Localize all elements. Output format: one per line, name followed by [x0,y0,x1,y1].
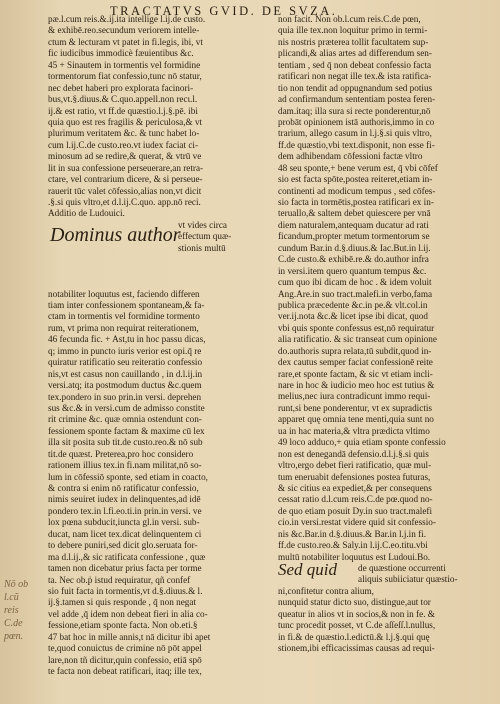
text-line: ficandum,propter metum tormentorum se [278,231,430,242]
text-line: ua in hac materia,& vltra prædicta vltimo [278,425,430,436]
text-line: plurimum veritatem &c. & tunc habet lo- [48,128,200,139]
text-line: lare,non tñ dicitur,quin confessio, etiā spō [48,654,202,665]
text-line: ff.de quæstio,vbi text.disponit, non esse fi- [278,139,435,150]
text-line: vt vides circa [178,219,227,230]
text-line: melius,nec iura contradicunt immo requi- [278,391,431,402]
text-line: dem adhibendam cōfessioni factæ vltro [278,151,423,162]
text-line: 47 bat hoc in mille annis,t nā dicitur ibi apet [48,631,211,642]
text-line: nare in hoc & iudicio meo hoc est tutius & [278,380,435,390]
text-line: nec debet haberi pro explorata facinori- [48,82,194,93]
left-column-lines-after-initial [48,289,270,678]
lines-beside-subheading [358,563,458,586]
margin-note-line: reis [4,605,19,616]
text-line: C.de custo.& exhibē.re.& do.author infra [278,254,429,265]
text-line: apparet quę omnia tene menti,quia sunt no [278,414,434,425]
text-line: plicandi,& alias artes ad differendum sen- [278,48,432,59]
text-line: tentiam , sed q̄ non debeat confessio facta [278,59,432,70]
right-column [278,14,492,655]
text-line: tamen non dicebatur prius facta per torme [48,563,202,574]
text-line: tex.pondero in suo prin.in versi. deprehen [48,391,202,402]
text-line: in versi.item quero quantum tempus &c. [278,265,427,276]
text-line: rum, vt prima non requirat reiterationem, [48,322,199,333]
initial-block [48,220,270,289]
text-line: multū notabiliter loquutus est Ludoui.Bo. [278,551,431,562]
text-line: effectum quæ- [178,231,232,242]
text-line: continenti ad modicum tempus , sed cōfes- [278,185,436,196]
text-line: vel adde ,q̄ idem non debeat fieri in alia co- [48,608,208,619]
text-line: nis &c.Bar.in d.§.diuus.& Bar.in l.j.in fi. [278,528,427,539]
text-line: fessionem sponte factam & maxime cū lex [48,425,205,436]
text-line: nimis seuiret iudex in delinquentes,ad idē [48,494,201,505]
text-line: in fi.& de quæstio.l.edictū.& l.j.§.qui quę [278,631,430,642]
text-line: q; immo in puncto iuris verior est opi.q̄ re [48,345,202,356]
text-line: ad confirmandum sententiam postea feren- [278,94,436,105]
text-line: bus,vt.§.diuus.& C.quo.appell.non recι.l. [48,94,198,105]
text-line: lum in cōfessiō sponte, sed etiam in coacto, [48,471,208,482]
text-line: ij.& est ratio, vt ff.de quæstio.l.j.§.pē. ibi [48,105,198,116]
text-line: vltro,ergo debet fieri ratificatio, quæ mul- [278,460,432,471]
text-line: nis nostris præterea tollit facultatem sup- [278,36,429,47]
text-line: & contra si enim nō ratificatur confessio, [48,483,199,493]
right-column-lines-before-subheading [278,14,492,563]
text-line: & sic citius ea expediet,& per consequens [278,482,432,493]
text-line: tum eneruabit defensiones postea futuras, [278,471,431,482]
text-line: pondero tex.in l.fi.eo.ti.in prin.in versi. ve [48,505,202,516]
text-line: 45 + Sinautem in tormentis vel formidine [48,59,201,70]
text-line: de quo etiam posuit Dy.in suo tract.malefi [278,505,433,516]
margin-note-line: Nō ob [4,579,29,590]
text-line: tunc procedit posset, vt C.de aſſeſſ.l.nullus, [278,620,436,631]
text-line: te,quod conuictus de crimine nō pōt appel [48,643,202,654]
text-line: runt,si bene ponderentur, vt ex supradictis [278,402,432,413]
text-line: do.authoris supra relata,tū subdit,quod in- [278,345,432,356]
text-line: sio facta in tormētis,postea ratificari ex in- [278,197,434,207]
text-line: ni,confitetur contra alium, [278,585,374,596]
text-line: minosum ad se redire,& querat, & vtrū ve [48,151,202,162]
initial-word: Dominus author [50,223,181,246]
text-line: rit crimine &c. quæ omnia ostendunt con- [48,414,202,425]
text-line: stionis multū [178,242,226,253]
text-line: ta. Nec ob.ṗ istud requiratur, qñ confef [48,574,191,585]
text-line: quia ille tex.non loquitur primo in termi- [278,25,428,36]
text-line: lit in sua confessione perseuerare,an retra- [48,162,204,173]
text-line: tiam inter confessionem spontaneam,& fa- [48,300,205,310]
subheading-block [278,560,492,586]
text-line: Additio de Ludouici. [48,208,125,219]
text-line: ff.de custo.reo.& Saly.in l.ij.C.eo.titu.vbi [278,540,428,551]
text-line: nis,vt est casus non cauillando , in d.l.ij.in [48,368,203,379]
text-line: alia ratificatio. & sic transeat cum opinione [278,334,437,345]
text-line: illa sit posita sub tit.de custo.reo.& nō sub [48,437,203,448]
text-line: ctum & lecturam vt patet in fi.legis, ibi, vt [48,36,203,47]
text-line: stionem,ibi efficacissimas causas ad requi- [278,643,435,654]
running-header: TRACTATVS GVID. DE SVZA. [110,4,338,18]
text-line: tit.de quæst. Preterea,pro hoc considero [48,448,194,459]
text-line: ratificari non negat ille tex.& ista ratifica- [278,71,432,82]
lines-beside-initial [178,220,270,254]
text-line: tormentorum fiat confessio,tunc nō statur, [48,71,202,82]
text-line: Ang.Are.in suo tract.malefi.in verbo,fama [278,288,433,299]
text-line: vbi quis sponte confessus est,nō requiratur [278,322,435,333]
text-line: dam.itaq; illa sura si recte ponderentur,nō [278,105,431,116]
text-line: .§.si quis vltro,et d.l.ij.C.quo. app.nō reci. [48,197,201,207]
text-line: ij.§.tamen si quis responde , q̄ non negat [48,597,196,608]
text-line: dex cautus semper faciat confessionē reite [278,357,433,368]
text-line: diem naturalem,antequam ducatur ad rati [278,219,429,230]
text-line: notabiliter loquutus est, faciendo differen [48,288,200,299]
text-line: nunquid statur dicto suo, distingue,aut tor [278,597,431,608]
text-line: de quæstione occurrenti [358,563,446,573]
text-line: 46 fecunda fic. + Ast,tu in hoc passu dicas, [48,334,206,345]
text-line: aliquis subiiciatur quæstio- [358,574,458,585]
right-column-lines-after-subheading [278,586,492,655]
text-line: versi.atq; ita postmodum ductus &c.quem [48,380,202,391]
text-line: & exhibē.reo.secundum veriorem intelle- [48,25,200,36]
text-line: ctare, vel contrarium dicere, & si perseue- [48,174,203,185]
text-line: to debere puniri,sed dicit glo.seruata for- [48,540,198,551]
text-line: teruallo,& saltem debet quiescere per vnā [278,208,431,219]
text-line: sus &c.& in versi.cum de admisso constite [48,402,205,413]
text-line: cio.in versi.restat videre quid sit confessio- [278,517,436,528]
text-line: ducat, nam licet tex.dicat delinquentem ci [48,528,202,539]
text-line: trarium, allego casum in l.j.§.si quis vltro, [278,128,432,139]
text-line: probāt opinionem istā authoris,immo in co [278,116,435,127]
text-line: fessione,etiam sponte facta. Non ob.eti.§ [48,620,198,631]
left-column-lines-before-initial [48,14,270,220]
text-line: cundum Bar.in d.§.diuus.& Iac.But.in l.ij. [278,242,431,253]
handwritten-margin-note [4,578,28,643]
text-line: queatur in alios vt in socios,& non in fe. & [278,608,435,619]
left-column [48,14,270,677]
text-line: 48 seu sponte,+ bene verum est, q̄ vbi cōfef [278,162,438,173]
text-line: ctam in tormentis vel formidine tormento [48,311,200,322]
text-line: sio fuit facta in tormentis,vt d.§.diuus.& l. [48,585,203,596]
text-line: rauerit tūc valet cōfessio,alias non,vt dicit [48,185,202,196]
text-line: fic iudicibus immodicè fæuientibus &c. [48,48,194,59]
text-line: publica præcedente &c.in pe.& vlt.col.in [278,299,428,310]
text-line: cessat ratio d.l.cum reis.C.de pœ.quod no- [278,494,433,505]
text-line: tio non tendit ad oppugnandum sed potius [278,82,433,93]
text-line: quia quo est res fragilis & periculosa,& vt [48,116,203,127]
text-line: 49 loco adduco,+ quia etiam sponte confessio [278,437,446,448]
text-line: cum quo ibi dicam de hoc . & idem voluit [278,277,432,288]
text-line: rare,et sponte factam, & sic vt etiam incli- [278,368,433,379]
text-line: pæ.l.cum reis.&.ij.ita intellige l.ij.de custo. [48,14,206,24]
margin-note-line: C.de [4,618,23,629]
margin-note-line: l.cũ [4,592,19,603]
text-line: cum l.ij.C.de custo.reo.vt iudex faciat ci- [48,139,199,150]
margin-note-line: pœn. [4,631,24,642]
text-line: lox pœna subducit,iuncta gl.in versi. sub- [48,517,200,528]
text-line: ver.ij.nota &c.& licet ipse ibi dicat, quod [278,311,429,322]
subheading: Sed quid [278,560,338,579]
text-line: non est denegandā defensio.d.l.j.§.si quis [278,448,429,459]
text-line: quiratur ratificatio seu reiteratio confessio [48,357,203,368]
text-line: ma d.l.ij.,& sic ratificata confessione , quæ [48,551,206,562]
text-line: sio est facta spōte,postea reiteret,etiam in- [278,174,433,185]
text-line: rationem illius tex.in fi.nam militat,nō so- [48,460,202,471]
text-line: non facit. Non ob.l.cum reis.C.de pœn, [278,14,421,24]
text-line: te facta non debeat ratificari, itaq; ille tex, [48,666,202,676]
